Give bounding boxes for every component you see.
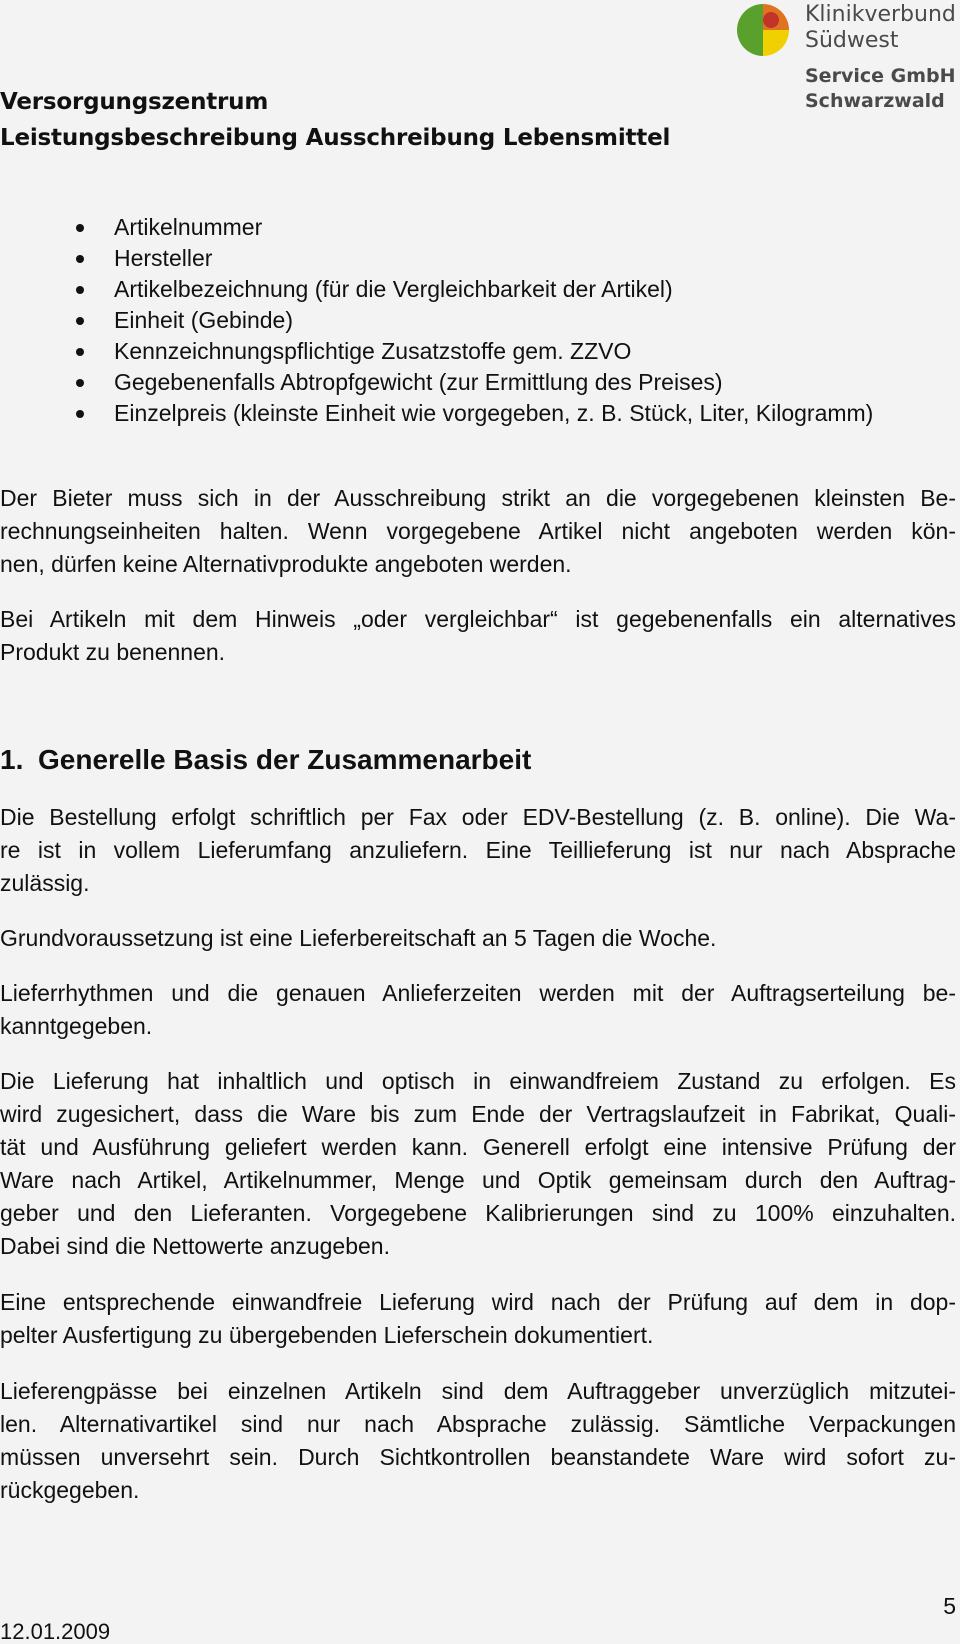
section-title: Generelle Basis der Zusammenarbeit [38,744,532,775]
paragraph-shortages [0,1375,956,1507]
paragraph-bidder-units [0,482,956,581]
document-header [0,84,670,156]
logo-sub-line1: Service GmbH [805,65,956,87]
list-item-text: Artikelbezeichnung (für die Vergleichbarkeit der Artikel) [114,276,673,302]
paragraph-line: Die Lieferung hat inhaltlich und optisch in einwandfreiem Zustand zu erfolgen. Es [0,1068,956,1094]
logo-mark-icon [735,2,791,58]
paragraph-line: zulässig. [0,870,90,896]
paragraph-delivery-note [0,1286,956,1352]
list-item [0,212,873,243]
attribute-list [0,212,873,429]
paragraph-line: Grundvoraussetzung ist eine Lieferbereitschaft an 5 Tagen die Woche. [0,925,717,951]
section-number: 1. [0,744,24,775]
bullet-icon [76,348,84,356]
paragraph-line: wird zugesichert, dass die Ware bis zum Ende der Vertragslaufzeit in Fabrikat, Quali- [0,1101,956,1127]
paragraph-delivery-readiness [0,922,956,955]
paragraph-line: pelter Ausfertigung zu übergebenden Lieferschein dokumentiert. [0,1322,654,1348]
paragraph-line: kanntgegeben. [0,1013,153,1039]
header-title-line2: Leistungsbeschreibung Ausschreibung Lebensmittel [0,125,671,151]
paragraph-ordering [0,801,956,900]
paragraph-comparable [0,603,956,669]
list-item-text: Einzelpreis (kleinste Einheit wie vorgegeben, z. B. Stück, Liter, Kilogramm) [114,400,874,426]
company-logo [735,0,960,120]
paragraph-line: geber und den Lieferanten. Vorgegebene Kalibrierungen sind zu 100% einzuhalten. [0,1200,956,1226]
bullet-icon [76,286,84,294]
list-item [0,305,873,336]
list-item-text: Hersteller [114,245,213,271]
paragraph-line: Lieferrhythmen und die genauen Anlieferzeiten werden mit der Auftragserteilung be- [0,980,956,1006]
paragraph-line: müssen unversehrt sein. Durch Sichtkontrollen beanstandete Ware wird sofort zu- [0,1444,956,1470]
logo-name [805,2,956,54]
list-item-text: Einheit (Gebinde) [114,307,293,333]
bullet-icon [76,224,84,232]
paragraph-line: re ist in vollem Lieferumfang anzuliefern. Eine Teillieferung ist nur nach Absprache [0,837,956,863]
logo-sub-line2: Schwarzwald [805,90,945,112]
document-date: 12.01.2009 [0,1619,111,1644]
paragraph-line: Die Bestellung erfolgt schriftlich per Fax oder EDV-Bestellung (z. B. online). Die Wa- [0,804,956,830]
paragraph-line: Dabei sind die Nettowerte anzugeben. [0,1233,390,1259]
logo-name-line1: Klinikverbund [805,2,956,27]
paragraph-line: len. Alternativartikel sind nur nach Absprache zulässig. Sämtliche Verpackungen [0,1411,956,1437]
bullet-icon [76,410,84,418]
paragraph-line: Eine entsprechende einwandfreie Lieferung wird nach der Prüfung auf dem in dop- [0,1289,956,1315]
list-item-text: Artikelnummer [114,214,263,240]
list-item [0,336,873,367]
paragraph-line: Ware nach Artikel, Artikelnummer, Menge und Optik gemeinsam durch den Auftrag- [0,1167,956,1193]
paragraph-line: Bei Artikeln mit dem Hinweis „oder vergleichbar“ ist gegebenenfalls ein alternatives [0,606,956,632]
page-number: 5 [943,1593,956,1619]
paragraph-delivery-rhythm [0,977,956,1043]
paragraph-line: rückgegeben. [0,1477,140,1503]
paragraph-line: Lieferengpässe bei einzelnen Artikeln sind dem Auftraggeber unverzüglich mitzutei- [0,1378,956,1404]
paragraph-delivery-condition [0,1065,956,1263]
paragraph-line: Der Bieter muss sich in der Ausschreibung strikt an die vorgegebenen kleinsten Be- [0,485,956,511]
bullet-icon [76,317,84,325]
list-item [0,367,873,398]
list-item-text: Gegebenenfalls Abtropfgewicht (zur Ermittlung des Preises) [114,369,723,395]
paragraph-line: rechnungseinheiten halten. Wenn vorgegebene Artikel nicht angeboten werden kön- [0,518,956,544]
list-item [0,398,873,429]
header-title-line1: Versorgungszentrum [0,89,269,115]
bullet-icon [76,255,84,263]
paragraph-line: tät und Ausführung geliefert werden kann. Generell erfolgt eine intensive Prüfung der [0,1134,956,1160]
logo-name-line2: Südwest [805,28,899,53]
list-item [0,274,873,305]
paragraph-line: Produkt zu benennen. [0,639,226,665]
bullet-icon [76,379,84,387]
paragraph-line: nen, dürfen keine Alternativprodukte angeboten werden. [0,551,572,577]
list-item [0,243,873,274]
logo-subtitle [805,64,956,114]
list-item-text: Kennzeichnungspflichtige Zusatzstoffe gem. ZZVO [114,338,632,364]
section-heading [0,742,531,778]
